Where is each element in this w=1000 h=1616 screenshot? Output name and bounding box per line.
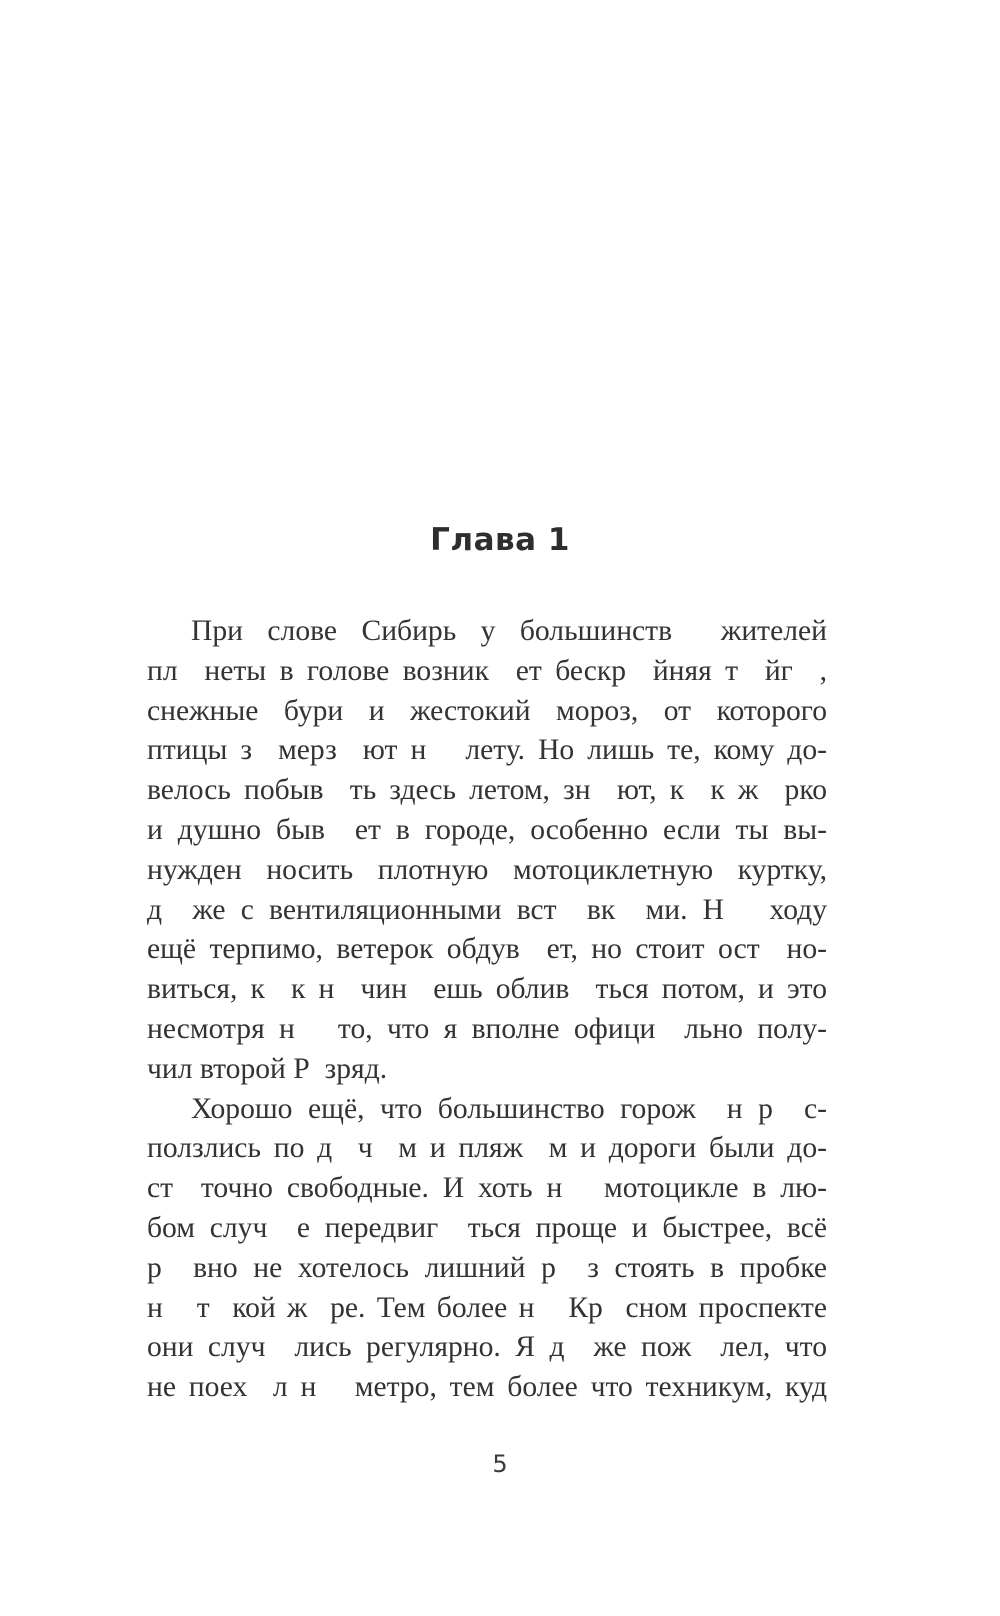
text-line: и душно быв ет в городе, особенно если ты вы- xyxy=(147,813,827,846)
text-line: снежные бури и жестокий мороз, от которого xyxy=(147,694,827,727)
chapter-title: Глава 1 xyxy=(430,522,570,558)
page-number: 5 xyxy=(492,1450,508,1478)
body-text xyxy=(147,612,827,1408)
text-line: не поех л н метро, тем более что техникум, куд xyxy=(147,1371,827,1404)
paragraph-2 xyxy=(147,1090,827,1408)
text-line: бом случ е передвиг ться проще и быстрее, всё xyxy=(147,1211,827,1244)
text-line: нужден носить плотную мотоциклетную куртку, xyxy=(147,853,827,886)
text-line: пл неты в голове возник ет бескр йняя т йг , xyxy=(147,654,827,687)
text-line: птицы з мерз ют н лету. Но лишь те, кому до- xyxy=(147,734,827,767)
text-line: ст точно свободные. И хоть н мотоцикле в лю- xyxy=(147,1172,827,1205)
text-line: При слове Сибирь у большинств жителей xyxy=(191,615,827,647)
text-line: р вно не хотелось лишний р з стоять в пробке xyxy=(147,1251,827,1284)
text-line: велось побыв ть здесь летом, зн ют, к к ж рко xyxy=(147,774,827,807)
paragraph-1 xyxy=(147,612,827,1090)
text-line: чил второй Р зряд. xyxy=(147,1052,388,1085)
text-line: виться, к к н чин ешь облив ться потом, и это xyxy=(147,973,827,1006)
text-line: они случ лись регулярно. Я д же пож лел, что xyxy=(147,1331,827,1364)
text-line: ползлись по д ч м и пляж м и дороги были до- xyxy=(147,1132,827,1165)
text-line: ещё терпимо, ветерок обдув ет, но стоит ост но- xyxy=(147,933,827,966)
text-line: несмотря н то, что я вполне офици льно полу- xyxy=(147,1012,827,1045)
text-line: н т кой ж ре. Тем более н Кр сном проспекте xyxy=(147,1291,827,1324)
text-line: Хорошо ещё, что большинство горож н р с- xyxy=(191,1092,827,1125)
text-line: д же с вентиляционными вст вк ми. Н ходу xyxy=(147,893,827,926)
